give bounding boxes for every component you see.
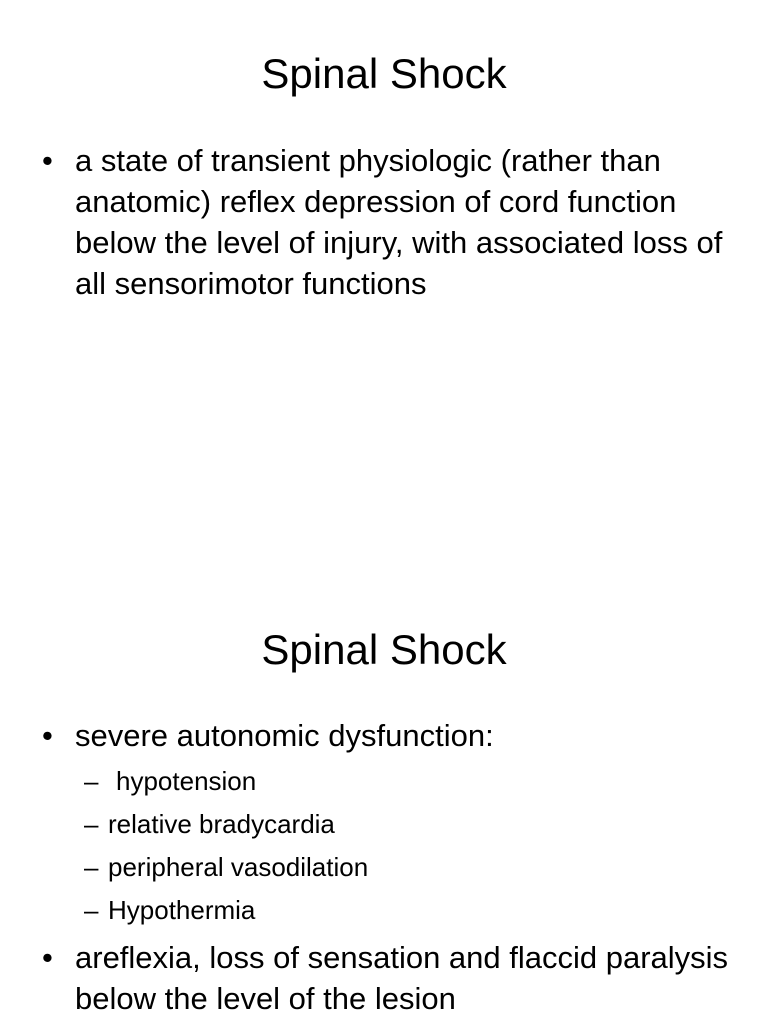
bullet-marker: • [42, 718, 53, 753]
bullet-text: a state of transient physiologic (rather than anatomic) reflex depression of cord function below the level of injury, with associated loss of all sensorimotor functions [75, 143, 723, 301]
bullet-marker: • [42, 940, 53, 975]
dash-marker: – [84, 852, 99, 882]
sub-bullet-item [84, 894, 255, 926]
slide-title: Spinal Shock [261, 50, 507, 97]
dash-marker: – [84, 766, 99, 796]
dash-marker: – [84, 809, 99, 839]
sub-bullet-text: Hypothermia [108, 895, 256, 925]
sub-bullet-text: relative bradycardia [108, 809, 335, 839]
bullet-item [42, 715, 742, 756]
bullet-text: areflexia, loss of sensation and flaccid paralysis below the level of the lesion [75, 940, 729, 1016]
sub-bullet-text: hypotension [116, 766, 257, 796]
slide-title: Spinal Shock [261, 626, 507, 673]
bullet-text: severe autonomic dysfunction: [75, 718, 494, 753]
sub-bullet-item [84, 765, 256, 797]
bullet-item [42, 140, 742, 304]
sub-bullet-text: peripheral vasodilation [108, 852, 369, 882]
bullet-marker: • [42, 143, 53, 178]
sub-bullet-item [84, 851, 368, 883]
dash-marker: – [84, 895, 99, 925]
sub-bullet-item [84, 808, 335, 840]
bullet-item [42, 937, 742, 1019]
slide-2 [0, 576, 768, 1024]
